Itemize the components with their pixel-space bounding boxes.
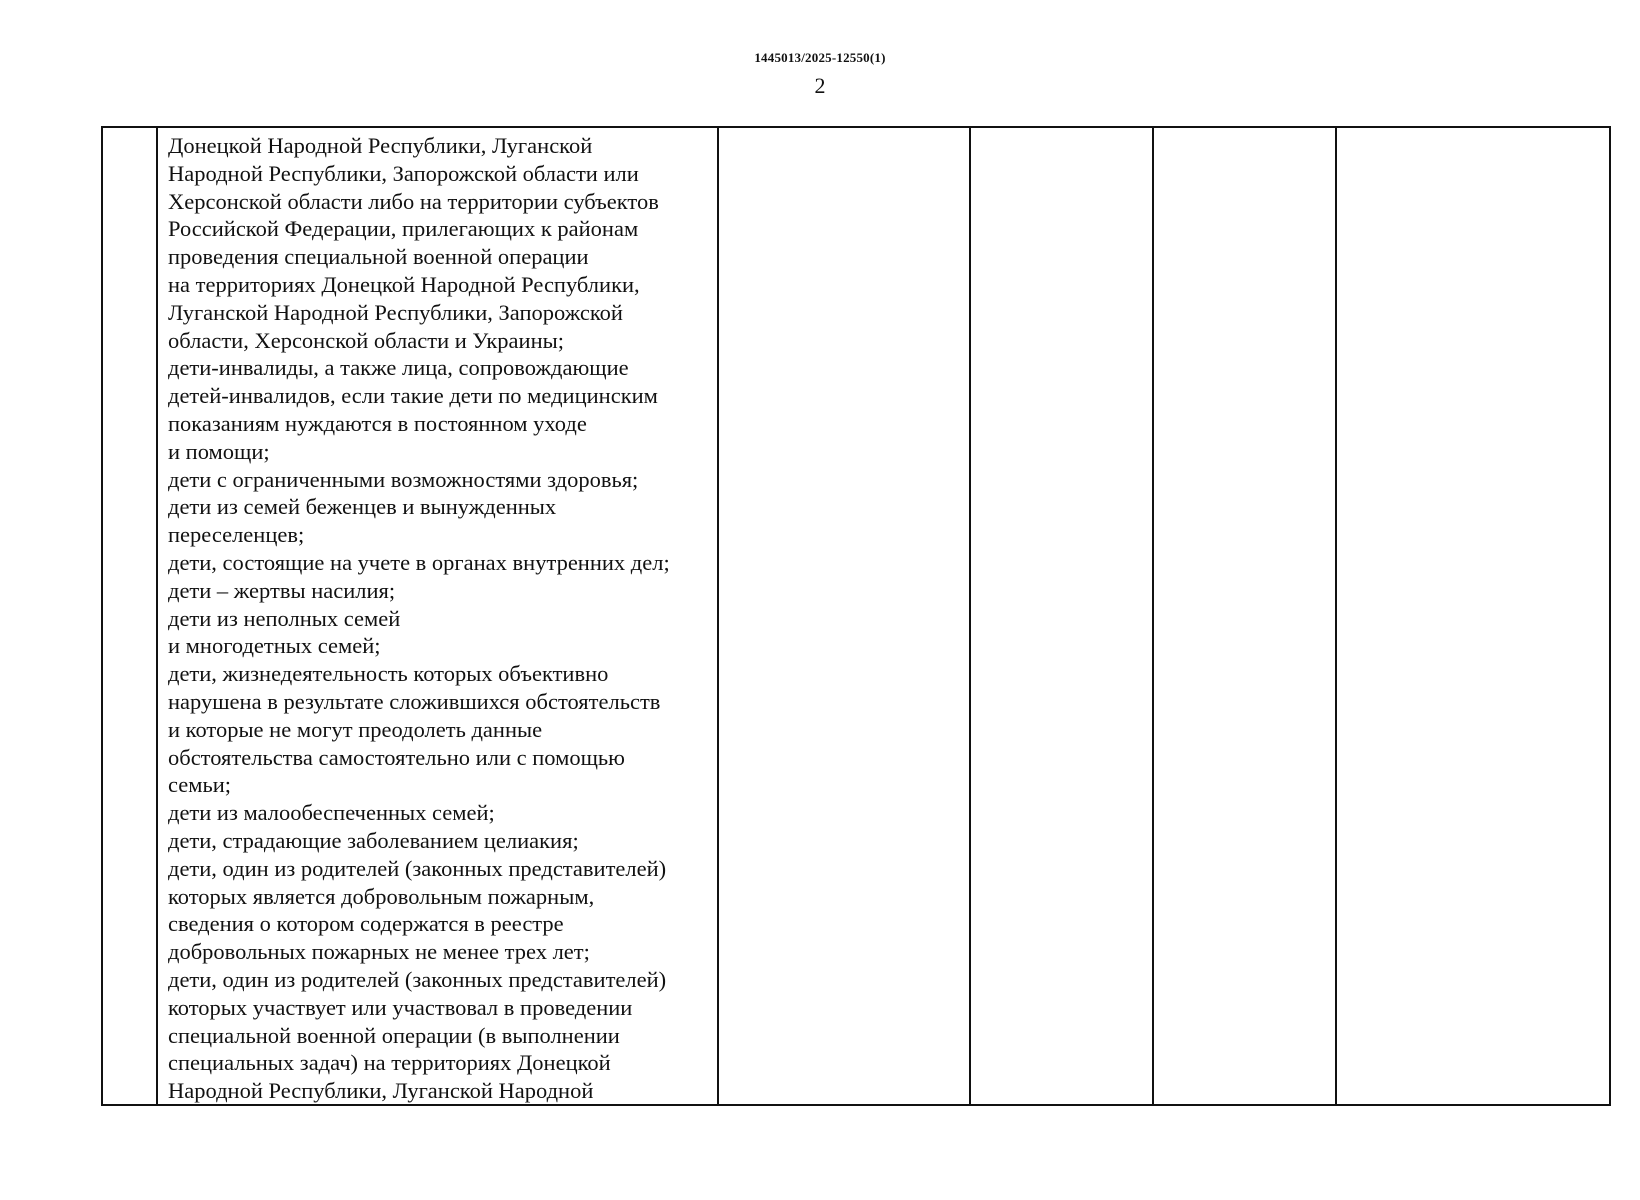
text-line: дети – жертвы насилия; — [168, 577, 396, 603]
text-line: переселенцев; — [168, 522, 305, 548]
text-line: дети, страдающие заболеванием целиакия; — [168, 827, 579, 853]
text-line: дети из малообеспеченных семей; — [168, 800, 495, 826]
text-line: дети из неполных семей — [168, 605, 401, 631]
text-line: дети-инвалиды, а также лица, сопровождающие — [168, 355, 629, 381]
table-cell-column-3 — [719, 128, 971, 1104]
text-line: дети с ограниченными возможностями здоровья; — [168, 466, 639, 492]
text-line: семьи; — [168, 772, 232, 798]
text-line: на территориях Донецкой Народной Республики, — [168, 271, 640, 297]
table-cell-categories — [158, 128, 719, 1104]
text-line: обстоятельства самостоятельно или с помощью — [168, 744, 625, 770]
document-number: 1445013/2025-12550(1) — [754, 50, 886, 65]
text-line: добровольных пожарных не менее трех лет; — [168, 939, 590, 965]
text-line: которых является добровольным пожарным, — [168, 883, 595, 909]
text-line: Российской Федерации, прилегающих к районам — [168, 216, 639, 242]
text-line: дети, один из родителей (законных представителей) — [168, 966, 667, 992]
text-line: дети, один из родителей (законных представителей) — [168, 855, 667, 881]
text-line: специальной военной операции (в выполнении — [168, 1022, 620, 1048]
text-line: показаниям нуждаются в постоянном уходе — [168, 410, 587, 436]
text-line: Донецкой Народной Республики, Луганской — [168, 133, 593, 158]
text-line: проведения специальной военной операции — [168, 244, 589, 270]
text-line: Народной Республики, Запорожской области или — [168, 160, 639, 186]
table-cell-column-6 — [1337, 128, 1609, 1104]
text-line: Херсонской области либо на территории субъектов — [168, 188, 659, 214]
text-line: дети, состоящие на учете в органах внутренних дел; — [168, 549, 670, 575]
text-line: сведения о котором содержатся в реестре — [168, 911, 564, 937]
text-line: Народной Республики, Луганской Народной — [168, 1078, 594, 1104]
text-line: детей-инвалидов, если такие дети по медицинским — [168, 383, 658, 409]
text-line: дети, жизнедеятельность которых объективно — [168, 661, 609, 687]
text-line: и помощи; — [168, 438, 270, 464]
text-line: специальных задач) на территориях Донецкой — [168, 1050, 611, 1076]
table-cell-column-4 — [971, 128, 1154, 1104]
text-line: дети из семей беженцев и вынужденных — [168, 494, 557, 520]
table-cell-column-5 — [1154, 128, 1337, 1104]
text-line: и многодетных семей; — [168, 633, 381, 659]
table-cell-number — [103, 128, 158, 1104]
document-table — [101, 126, 1611, 1106]
page-number: 2 — [814, 73, 826, 98]
text-line: и которые не могут преодолеть данные — [168, 716, 543, 742]
text-line: нарушена в результате сложившихся обстоятельств — [168, 688, 661, 714]
text-line: области, Херсонской области и Украины; — [168, 327, 564, 353]
text-line: Луганской Народной Республики, Запорожской — [168, 299, 623, 325]
text-line: которых участвует или участвовал в проведении — [168, 994, 633, 1020]
